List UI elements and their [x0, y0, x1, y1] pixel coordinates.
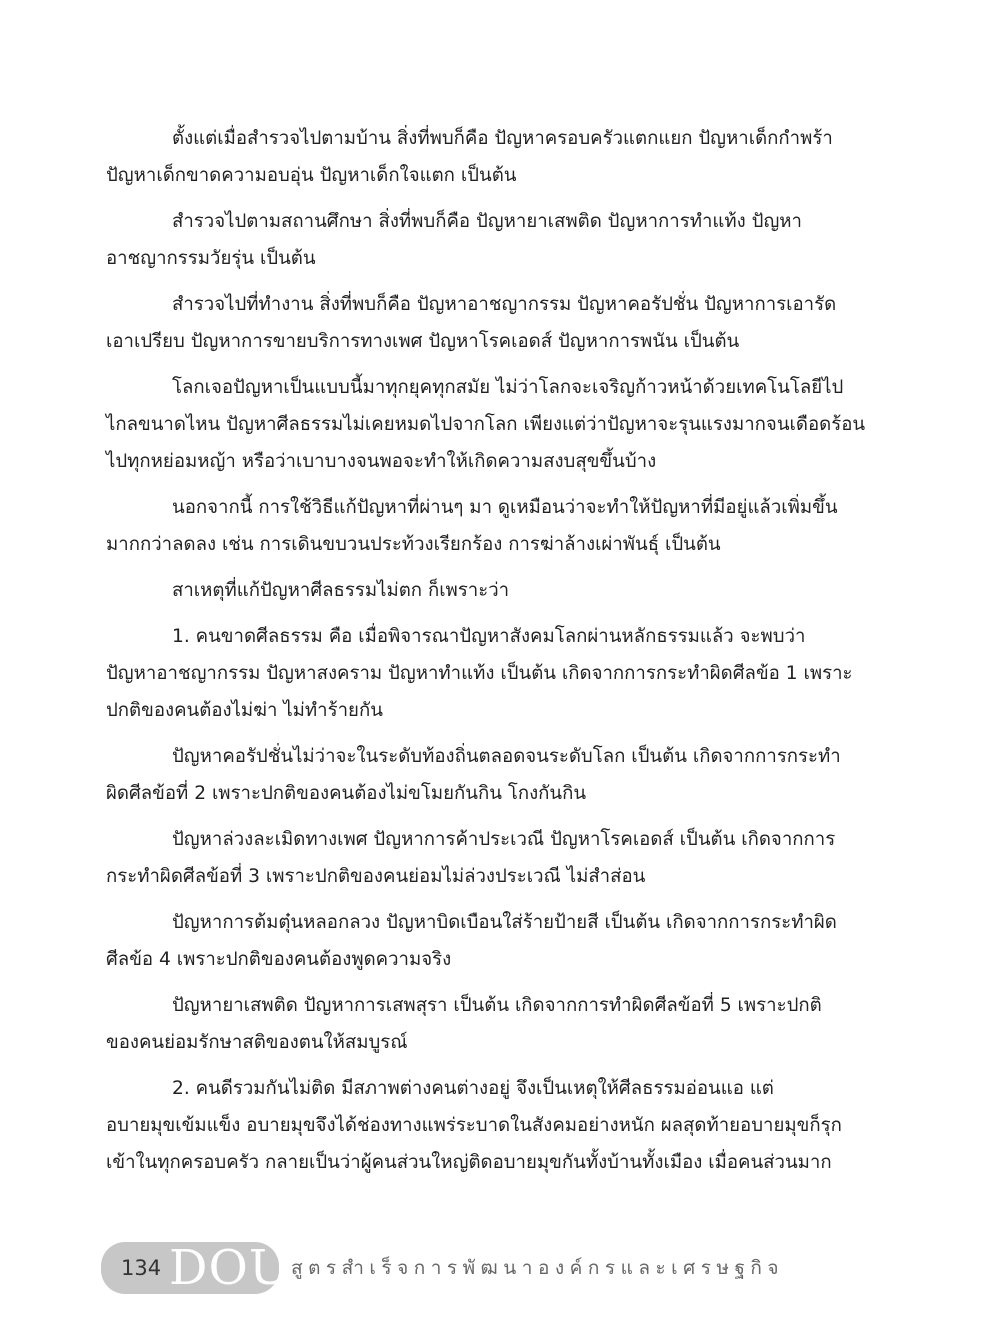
paragraph — [106, 618, 881, 729]
text-line: 1. คนขาดศีลธรรม คือ เมื่อพิจารณาปัญหาสังคมโลกผ่านหลักธรรมแล้ว จะพบว่า — [172, 626, 806, 647]
paragraph — [106, 904, 881, 978]
paragraph — [106, 987, 881, 1061]
text-line: เอาเปรียบ ปัญหาการขายบริการทางเพศ ปัญหาโรคเอดส์ ปัญหาการพนัน เป็นต้น — [106, 331, 740, 352]
paragraph — [106, 203, 881, 277]
paragraph — [106, 1070, 881, 1181]
text-line: กระทำผิดศีลข้อที่ 3 เพราะปกติของคนย่อมไม่ล่วงประเวณี ไม่สำส่อน — [106, 866, 646, 887]
text-line: อบายมุขเข้มแข็ง อบายมุขจึงได้ช่องทางแพร่ระบาดในสังคมอย่างหนัก ผลสุดท้ายอบายมุขก็รุก — [106, 1115, 842, 1136]
text-line: 2. คนดีรวมกันไม่ติด มีสภาพต่างคนต่างอยู่ จึงเป็นเหตุให้ศีลธรรมอ่อนแอ แต่ — [172, 1078, 774, 1099]
body-text — [106, 120, 881, 1190]
text-line: ตั้งแต่เมื่อสำรวจไปตามบ้าน สิ่งที่พบก็คือ ปัญหาครอบครัวแตกแยก ปัญหาเด็กกำพร้า — [172, 128, 833, 149]
text-line: สำรวจไปที่ทำงาน สิ่งที่พบก็คือ ปัญหาอาชญากรรม ปัญหาคอรัปชั่น ปัญหาการเอารัด — [172, 294, 837, 315]
paragraph — [106, 120, 881, 194]
text-line: ไปทุกหย่อมหญ้า หรือว่าเบาบางจนพอจะทำให้เกิดความสงบสุขขึ้นบ้าง — [106, 451, 657, 472]
text-line: ปัญหาอาชญากรรม ปัญหาสงคราม ปัญหาทำแท้ง เป็นต้น เกิดจากการกระทำผิดศีลข้อ 1 เพราะ — [106, 663, 853, 684]
book-title: สูตรสำเร็จการพัฒนาองค์กรและเศรษฐกิจ — [291, 1257, 785, 1279]
paragraph — [106, 572, 881, 609]
text-line: ศีลข้อ 4 เพราะปกติของคนต้องพูดความจริง — [106, 949, 452, 970]
paragraph — [106, 369, 881, 480]
text-line: โลกเจอปัญหาเป็นแบบนี้มาทุกยุคทุกสมัย ไม่ว่าโลกจะเจริญก้าวหน้าด้วยเทคโนโลยีไป — [172, 377, 844, 398]
text-line: ปกติของคนต้องไม่ฆ่า ไม่ทำร้ายกัน — [106, 700, 383, 721]
text-line: ปัญหาล่วงละเมิดทางเพศ ปัญหาการค้าประเวณี ปัญหาโรคเอดส์ เป็นต้น เกิดจากการ — [172, 829, 836, 850]
text-line: อาชญากรรมวัยรุ่น เป็นต้น — [106, 248, 316, 269]
text-line: ปัญหาเด็กขาดความอบอุ่น ปัญหาเด็กใจแตก เป็นต้น — [106, 165, 517, 186]
paragraph — [106, 738, 881, 812]
text-line: ปัญหาการต้มตุ๋นหลอกลวง ปัญหาบิดเบือนใส่ร้ายป้ายสี เป็นต้น เกิดจากการกระทำผิด — [172, 912, 837, 933]
text-line: ผิดศีลข้อที่ 2 เพราะปกติของคนต้องไม่ขโมยกันกิน โกงกันกิน — [106, 783, 587, 804]
text-line: ปัญหายาเสพติด ปัญหาการเสพสุรา เป็นต้น เกิดจากการทำผิดศีลข้อที่ 5 เพราะปกติ — [172, 995, 822, 1016]
text-line: ปัญหาคอรัปชั่นไม่ว่าจะในระดับท้องถิ่นตลอดจนระดับโลก เป็นต้น เกิดจากการกระทำ — [172, 746, 841, 767]
paragraph — [106, 286, 881, 360]
text-line: นอกจากนี้ การใช้วิธีแก้ปัญหาที่ผ่านๆ มา ดูเหมือนว่าจะทำให้ปัญหาที่มีอยู่แล้วเพิ่มขึ้น — [172, 497, 838, 518]
text-line: สาเหตุที่แก้ปัญหาศีลธรรมไม่ตก ก็เพราะว่า — [172, 580, 510, 601]
text-line: เข้าในทุกครอบครัว กลายเป็นว่าผู้คนส่วนใหญ่ติดอบายมุขกันทั้งบ้านทั้งเมือง เมื่อคนส่วนมาก — [106, 1152, 832, 1173]
page-footer — [101, 1242, 901, 1296]
text-line: ของคนย่อมรักษาสติของตนให้สมบูรณ์ — [106, 1032, 408, 1053]
paragraph — [106, 821, 881, 895]
footer-badge — [101, 1240, 291, 1296]
text-line: มากกว่าลดลง เช่น การเดินขบวนประท้วงเรียกร้อง การฆ่าล้างเผ่าพันธุ์ เป็นต้น — [106, 534, 721, 555]
text-line: สำรวจไปตามสถานศึกษา สิ่งที่พบก็คือ ปัญหายาเสพติด ปัญหาการทำแท้ง ปัญหา — [172, 211, 802, 232]
brand-logo: DOU — [169, 1240, 291, 1296]
text-line: ไกลขนาดไหน ปัญหาศีลธรรมไม่เคยหมดไปจากโลก เพียงแต่ว่าปัญหาจะรุนแรงมากจนเดือดร้อน — [106, 414, 866, 435]
page-number: 134 — [121, 1256, 162, 1280]
paragraph — [106, 489, 881, 563]
